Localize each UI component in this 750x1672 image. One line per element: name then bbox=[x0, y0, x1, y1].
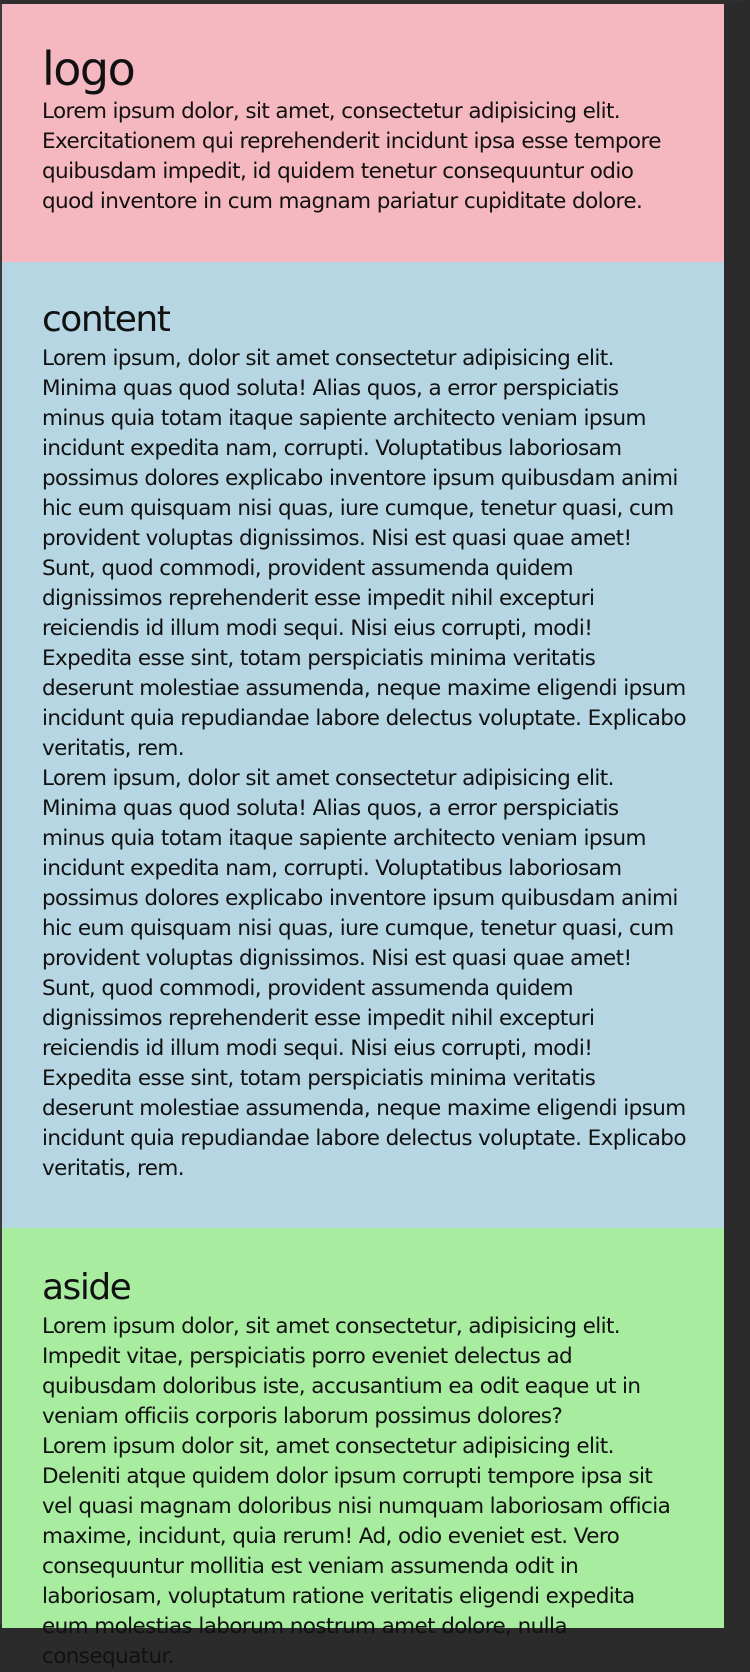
aside-title: aside bbox=[42, 1267, 131, 1308]
content-paragraph-2: Lorem ipsum, dolor sit amet consectetur adipisicing elit. Minima quas quod soluta! Alias quos, a error perspiciatis minus quia totam itaque sapiente architecto veniam ipsum incidunt expedita nam, corrupti. Voluptatibus laboriosam possimus dolores explicabo inventore ipsum quibusdam animi hic eum quisquam nisi quas, iure cumque, tenetur quasi, cum provident voluptas dignissimos. Nisi est quasi quae amet! Sunt, quod commodi, provident assumenda quidem dignissimos reprehenderit esse impedit nihil excepturi reiciendis id illum modi sequi. Nisi eius corrupti, modi! Expedita esse sint, totam perspiciatis minima veritatis deserunt molestiae assumenda, neque maxime eligendi ipsum incidunt quia repudiandae labore delectus voluptate. Explicabo veritatis, rem. bbox=[42, 765, 686, 1181]
aside-paragraph-1: Lorem ipsum dolor, sit amet consectetur, adipisicing elit. Impedit vitae, perspiciatis porro eveniet delectus ad quibusdam doloribus iste, accusantium ea odit eaque ut in veniam officiis corporis laborum possimus dolores? bbox=[42, 1313, 641, 1429]
logo: logo bbox=[42, 42, 135, 96]
header-paragraph: Lorem ipsum dolor, sit amet, consectetur adipisicing elit. Exercitationem qui reprehenderit incidunt ipsa esse tempore quibusdam impedit, id quidem tenetur consequuntur odio quod inventore in cum magnam pariatur cupiditate dolore. bbox=[42, 98, 661, 214]
content-section bbox=[2, 262, 724, 1228]
header-section bbox=[2, 4, 724, 262]
aside-section bbox=[2, 1228, 724, 1669]
aside-paragraph-2: Lorem ipsum dolor sit, amet consectetur adipisicing elit. Deleniti atque quidem dolor ipsum corrupti tempore ipsa sit vel quasi magnam doloribus nisi numquam laboriosam officia maxime, incidunt, quia rerum! Ad, odio eveniet est. Vero consequuntur mollitia est veniam assumenda odit in laboriosam, voluptatum ratione veritatis eligendi expedita eum molestias laborum nostrum amet dolore, nulla consequatur. bbox=[42, 1433, 671, 1669]
content-title: content bbox=[42, 299, 170, 340]
content-paragraph-1: Lorem ipsum, dolor sit amet consectetur adipisicing elit. Minima quas quod soluta! Alias quos, a error perspiciatis minus quia totam itaque sapiente architecto veniam ipsum incidunt expedita nam, corrupti. Voluptatibus laboriosam possimus dolores explicabo inventore ipsum quibusdam animi hic eum quisquam nisi quas, iure cumque, tenetur quasi, cum provident voluptas dignissimos. Nisi est quasi quae amet! Sunt, quod commodi, provident assumenda quidem dignissimos reprehenderit esse impedit nihil excepturi reiciendis id illum modi sequi. Nisi eius corrupti, modi! Expedita esse sint, totam perspiciatis minima veritatis deserunt molestiae assumenda, neque maxime eligendi ipsum incidunt quia repudiandae labore delectus voluptate. Explicabo veritatis, rem. bbox=[42, 345, 686, 761]
